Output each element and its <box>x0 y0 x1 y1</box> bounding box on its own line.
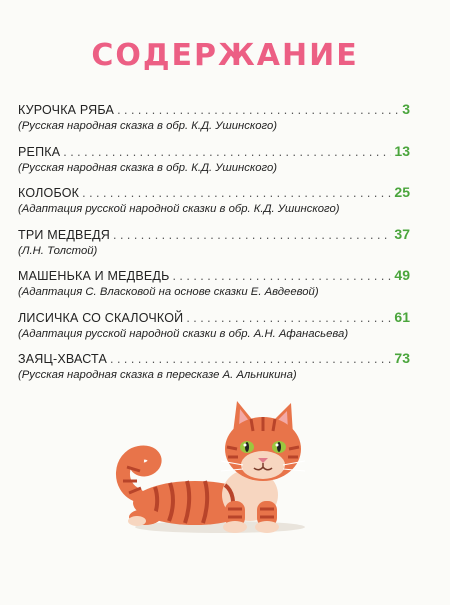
dot-leader <box>82 185 391 202</box>
toc-entry[interactable] <box>18 143 410 185</box>
toc-entry-title: ЛИСИЧКА СО СКАЛОЧКОЙ <box>18 310 184 325</box>
toc-entry[interactable] <box>18 226 410 268</box>
dot-leader <box>172 268 391 285</box>
toc-entry[interactable] <box>18 101 410 143</box>
dot-leader <box>110 351 391 368</box>
toc-page-number: 61 <box>394 308 410 325</box>
toc-entry-title: МАШЕНЬКА И МЕДВЕДЬ <box>18 269 170 283</box>
dot-leader <box>113 227 391 244</box>
toc-entry-subtitle: (Адаптация русской народной сказки в обр. А.Н. Афанасьева) <box>18 327 349 340</box>
toc-entry-title: КУРОЧКА РЯБА <box>18 103 115 117</box>
dot-leader <box>117 102 399 119</box>
dot-leader <box>63 144 391 161</box>
toc-entry-subtitle: (Русская народная сказка в обр. К.Д. Ушинского) <box>18 161 278 174</box>
dot-leader <box>186 310 391 327</box>
toc-entry[interactable] <box>18 350 410 392</box>
table-of-contents <box>18 101 410 392</box>
toc-entry-subtitle: (Русская народная сказка в обр. К.Д. Ушинского) <box>18 120 278 132</box>
toc-entry-title: РЕПКА <box>18 144 61 159</box>
page-title: СОДЕРЖАНИЕ <box>91 38 359 73</box>
toc-page-number: 37 <box>394 225 410 242</box>
toc-entry-subtitle: (Русская народная сказка в пересказе А. Альникина) <box>18 369 297 381</box>
toc-entry[interactable] <box>18 267 410 309</box>
toc-entry-subtitle: (Л.Н. Толстой) <box>18 244 98 257</box>
cat-icon <box>115 395 315 540</box>
toc-entry[interactable] <box>18 309 410 351</box>
toc-entry-subtitle: (Адаптация русской народной сказки в обр. К.Д. Ушинского) <box>18 203 340 215</box>
toc-page-number: 13 <box>394 142 410 159</box>
cat-illustration <box>115 395 315 540</box>
toc-entry[interactable] <box>18 184 410 226</box>
toc-page-number: 49 <box>394 267 410 283</box>
toc-entry-title: ТРИ МЕДВЕДЯ <box>18 227 111 242</box>
toc-entry-title: ЗАЯЦ-ХВАСТА <box>18 352 108 366</box>
toc-page-number: 25 <box>394 184 410 200</box>
toc-page-number: 73 <box>394 350 410 366</box>
toc-page-number: 3 <box>402 101 410 117</box>
toc-entry-title: КОЛОБОК <box>18 186 80 200</box>
toc-entry-subtitle: (Адаптация С. Власковой на основе сказки Е. Авдеевой) <box>18 286 319 298</box>
